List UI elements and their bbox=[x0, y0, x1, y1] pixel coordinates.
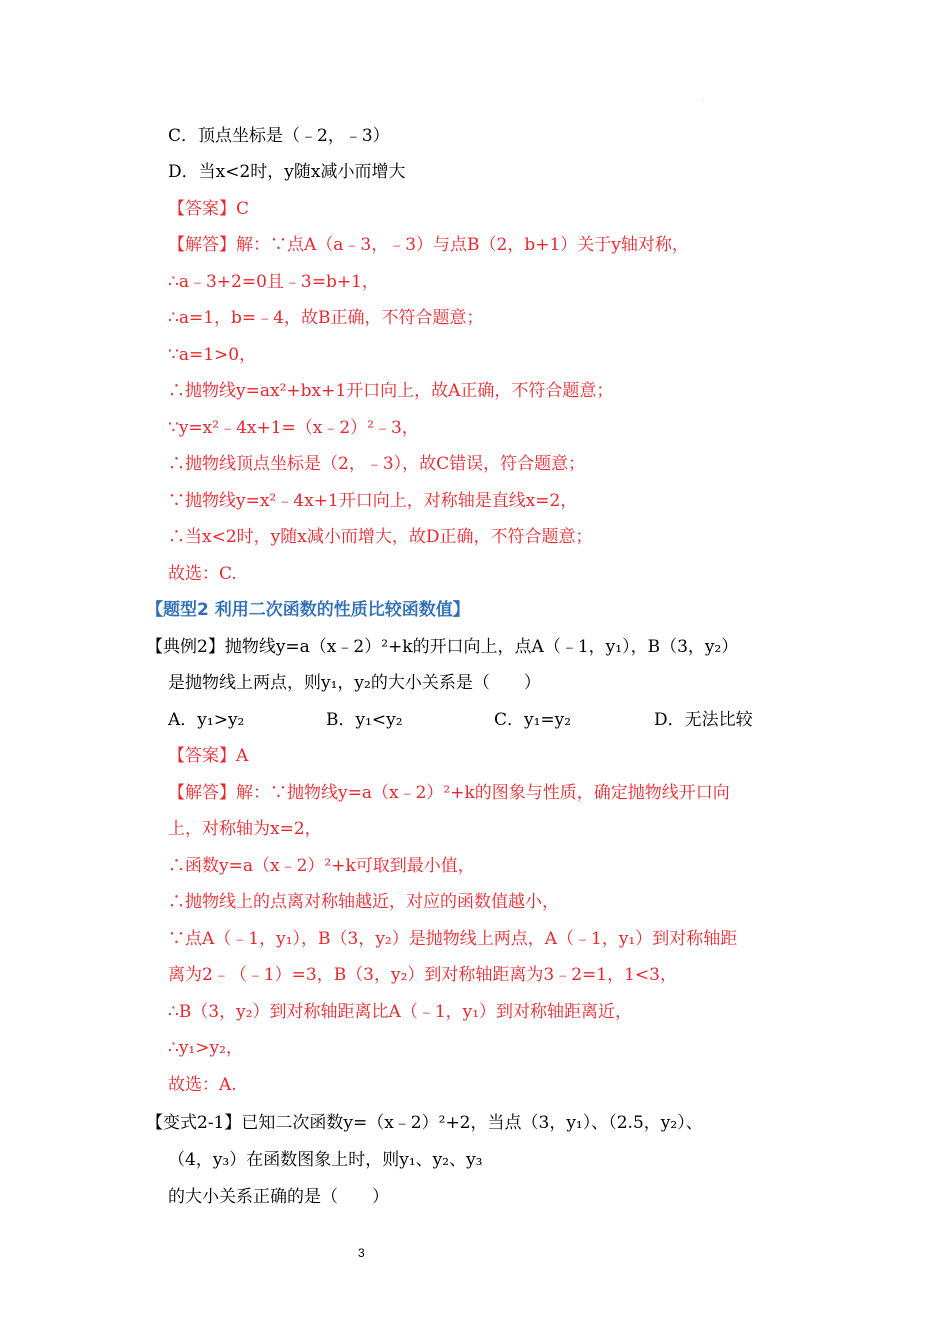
solution-1-line-5: ∴抛物线y=ax²+bx+1开口向上，故A正确，不符合题意； bbox=[168, 381, 614, 401]
solution-2-line-9: 故选：A. bbox=[168, 1075, 237, 1095]
answer-1: 【答案】C bbox=[168, 199, 250, 219]
answer-2: 【答案】A bbox=[168, 746, 249, 766]
example-2-option-b: B．y₁<y₂ bbox=[326, 710, 403, 730]
option-d: D．当x<2时，y随x减小而增大 bbox=[168, 162, 406, 182]
option-c: C．顶点坐标是（﹣2，﹣3） bbox=[168, 126, 390, 146]
example-2-option-a: A．y₁>y₂ bbox=[168, 710, 245, 730]
solution-1-line-6: ∵y=x²﹣4x+1=（x﹣2）²﹣3， bbox=[168, 418, 419, 438]
variant-2-1-line-3: 的大小关系正确的是（ ） bbox=[168, 1187, 389, 1207]
solution-1-line-8: ∵抛物线y=x²﹣4x+1开口向上，对称轴是直线x=2， bbox=[168, 491, 578, 511]
solution-2-line-5: ∵点A（﹣1，y₁），B（3，y₂）是抛物线上两点，A（﹣1，y₁）到对称轴距 bbox=[168, 929, 738, 949]
solution-1-line-10: 故选：C. bbox=[168, 564, 237, 584]
example-2-option-c: C．y₁=y₂ bbox=[494, 710, 572, 730]
variant-2-1-line-1: 【变式2-1】已知二次函数y=（x﹣2）²+2，当点（3，y₁）、（2.5，y₂）、 bbox=[146, 1113, 703, 1133]
solution-1-line-9: ∴当x<2时，y随x减小而增大，故D正确，不符合题意； bbox=[168, 527, 593, 547]
page-mark: . bbox=[703, 96, 705, 102]
solution-1-line-7: ∴抛物线顶点坐标是（2，﹣3），故C错误，符合题意； bbox=[168, 454, 586, 474]
solution-2-line-8: ∴y₁>y₂， bbox=[168, 1038, 243, 1058]
solution-2-line-6: 离为2﹣（﹣1）=3，B（3，y₂）到对称轴距离为3﹣2=1，1<3， bbox=[168, 965, 677, 985]
solution-2-line-7: ∴B（3，y₂）到对称轴距离比A（﹣1，y₁）到对称轴距离近， bbox=[168, 1002, 633, 1022]
example-2-line-1: 【典例2】抛物线y=a（x﹣2）²+k的开口向上，点A（﹣1，y₁），B（3，y₂） bbox=[146, 637, 739, 657]
solution-1-line-1: 【解答】解：∵点A（a﹣3，﹣3）与点B（2，b+1）关于y轴对称， bbox=[168, 235, 689, 255]
solution-2-line-1: 【解答】解：∵抛物线y=a（x﹣2）²+k的图象与性质，确定抛物线开口向 bbox=[168, 783, 730, 803]
solution-1-line-3: ∴a=1，b=﹣4，故B正确，不符合题意； bbox=[168, 308, 484, 328]
example-2-line-2: 是抛物线上两点，则y₁，y₂的大小关系是（ ） bbox=[168, 673, 541, 693]
page-number: 3 bbox=[358, 1246, 365, 1260]
variant-2-1-line-2: （4，y₃）在函数图象上时，则y₁、y₂、y₃ bbox=[168, 1150, 483, 1170]
example-2-option-d: D．无法比较 bbox=[654, 710, 753, 730]
solution-1-line-4: ∵a=1>0， bbox=[168, 345, 257, 365]
solution-1-line-2: ∴a﹣3+2=0且﹣3=b+1， bbox=[168, 272, 379, 292]
solution-2-line-2: 上，对称轴为x=2， bbox=[168, 819, 322, 839]
section-heading-2: 【题型2 利用二次函数的性质比较函数值】 bbox=[146, 600, 470, 620]
solution-2-line-3: ∴函数y=a（x﹣2）²+k可取到最小值， bbox=[168, 856, 475, 876]
solution-2-line-4: ∴抛物线上的点离对称轴越近，对应的函数值越小， bbox=[168, 892, 559, 912]
